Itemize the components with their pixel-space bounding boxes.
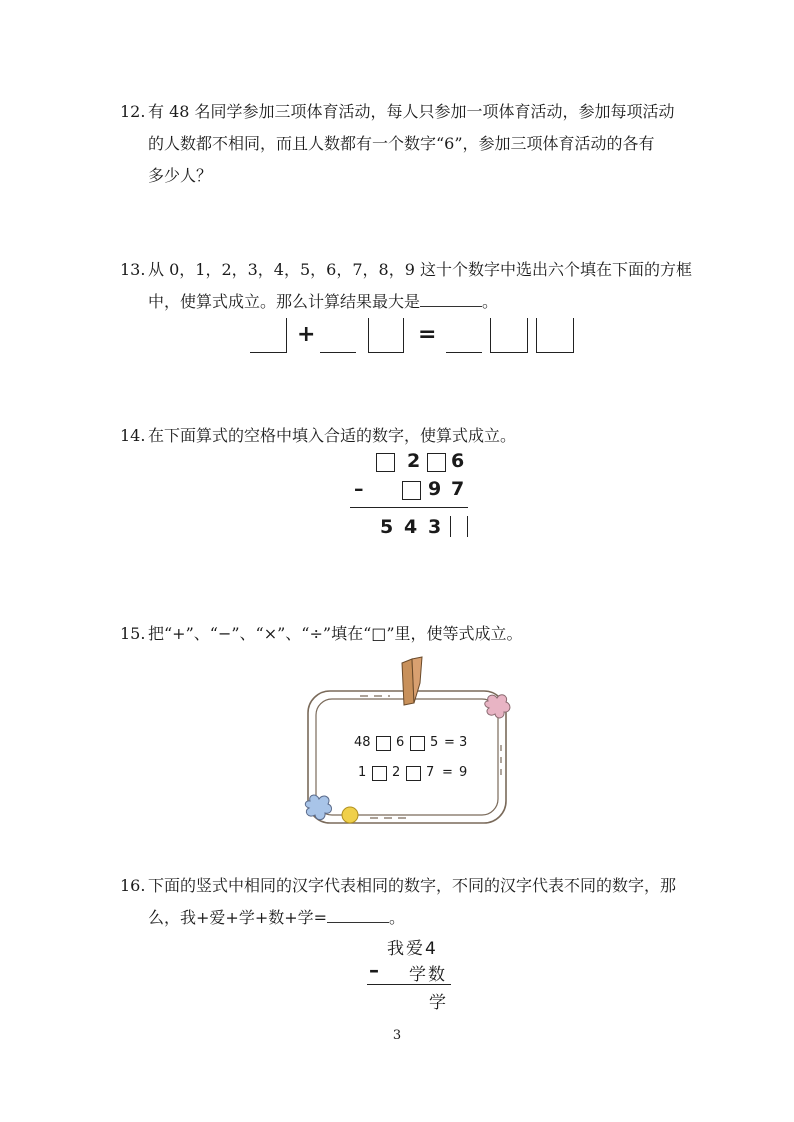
number: 6: [396, 735, 405, 750]
question-text: 。: [389, 908, 406, 927]
answer-blank[interactable]: [420, 288, 482, 307]
question-text-line: [148, 286, 498, 318]
digit: 9: [428, 478, 442, 500]
minus-sign: –: [369, 958, 379, 982]
sum-line: [367, 984, 451, 985]
question-number: 16.: [120, 876, 146, 895]
sum-line: [350, 507, 468, 508]
row-3: 学: [429, 993, 446, 1013]
digit: 4: [404, 516, 418, 538]
question-text-line: 在下面算式的空格中填入合适的数字，使算式成立。: [148, 426, 517, 445]
operator-box[interactable]: [372, 766, 387, 781]
number: 48: [354, 735, 371, 750]
number: 2: [392, 765, 401, 780]
digit-box[interactable]: [250, 318, 287, 353]
question-text-line: 下面的竖式中相同的汉字代表相同的数字，不同的汉字代表不同的数字，那: [148, 876, 677, 895]
question-text-line: 多少人？: [148, 166, 213, 185]
question-number: 13.: [120, 260, 146, 279]
digit-box[interactable]: [450, 516, 468, 537]
number: 9: [459, 765, 468, 780]
digit-box[interactable]: [376, 453, 395, 472]
operator-box[interactable]: [410, 736, 425, 751]
digit-box[interactable]: [446, 318, 482, 353]
digit: 5: [380, 516, 394, 538]
digit-box[interactable]: [402, 481, 421, 500]
question-text: 么，我+爱+学+数+学=: [148, 908, 328, 927]
digit-box[interactable]: [490, 318, 528, 353]
number: 3: [459, 735, 468, 750]
question-text-line: 的人数都不相同，而且人数都有一个数字“6”，参加三项体育活动的各有: [148, 134, 655, 153]
page-number: 3: [392, 1028, 402, 1043]
question-text-line: 从 0，1，2，3，4，5，6，7，8，9 这十个数字中选出六个填在下面的方框: [148, 260, 692, 279]
digit: 2: [407, 450, 421, 472]
character-subtraction: [365, 934, 465, 1014]
yellow-dot-icon: [340, 805, 360, 825]
question-text: 中，使算式成立。那么计算结果最大是: [148, 292, 421, 311]
number: 1: [358, 765, 367, 780]
digit-box[interactable]: [536, 318, 574, 353]
question-text: 。: [482, 292, 499, 311]
equation-board: [300, 655, 520, 827]
equals-sign: =: [444, 735, 455, 750]
question-number: 15.: [120, 624, 146, 643]
question-text-line: [148, 902, 405, 934]
digit: 6: [451, 450, 465, 472]
row-1: 我爱4: [387, 939, 438, 959]
digit-box[interactable]: [368, 318, 404, 353]
digit: 7: [451, 478, 465, 500]
subtraction-problem: [350, 450, 480, 540]
operator-box[interactable]: [406, 766, 421, 781]
answer-blank[interactable]: [327, 904, 389, 923]
blue-splat-icon: [302, 791, 336, 825]
clip-icon: [398, 655, 428, 710]
row-2: 学数: [409, 965, 447, 985]
operator-box[interactable]: [376, 736, 391, 751]
plus-sign: +: [297, 322, 316, 347]
digit-box[interactable]: [427, 453, 446, 472]
question-number: 14.: [120, 426, 146, 445]
question-text-line: 有 48 名同学参加三项体育活动，每人只参加一项体育活动，参加每项活动: [148, 102, 675, 121]
digit-box[interactable]: [320, 318, 356, 353]
number: 5: [430, 735, 439, 750]
digit: 3: [428, 516, 442, 538]
question-text-line: 把“+”、“−”、“×”、“÷”填在“□”里，使等式成立。: [148, 624, 523, 643]
equals-sign: =: [418, 322, 437, 347]
number: 7: [426, 765, 435, 780]
question-number: 12.: [120, 102, 146, 121]
pink-splat-icon: [482, 691, 514, 723]
minus-sign: –: [354, 478, 364, 500]
equation-boxes: [250, 318, 580, 358]
equals-sign: =: [442, 765, 453, 780]
